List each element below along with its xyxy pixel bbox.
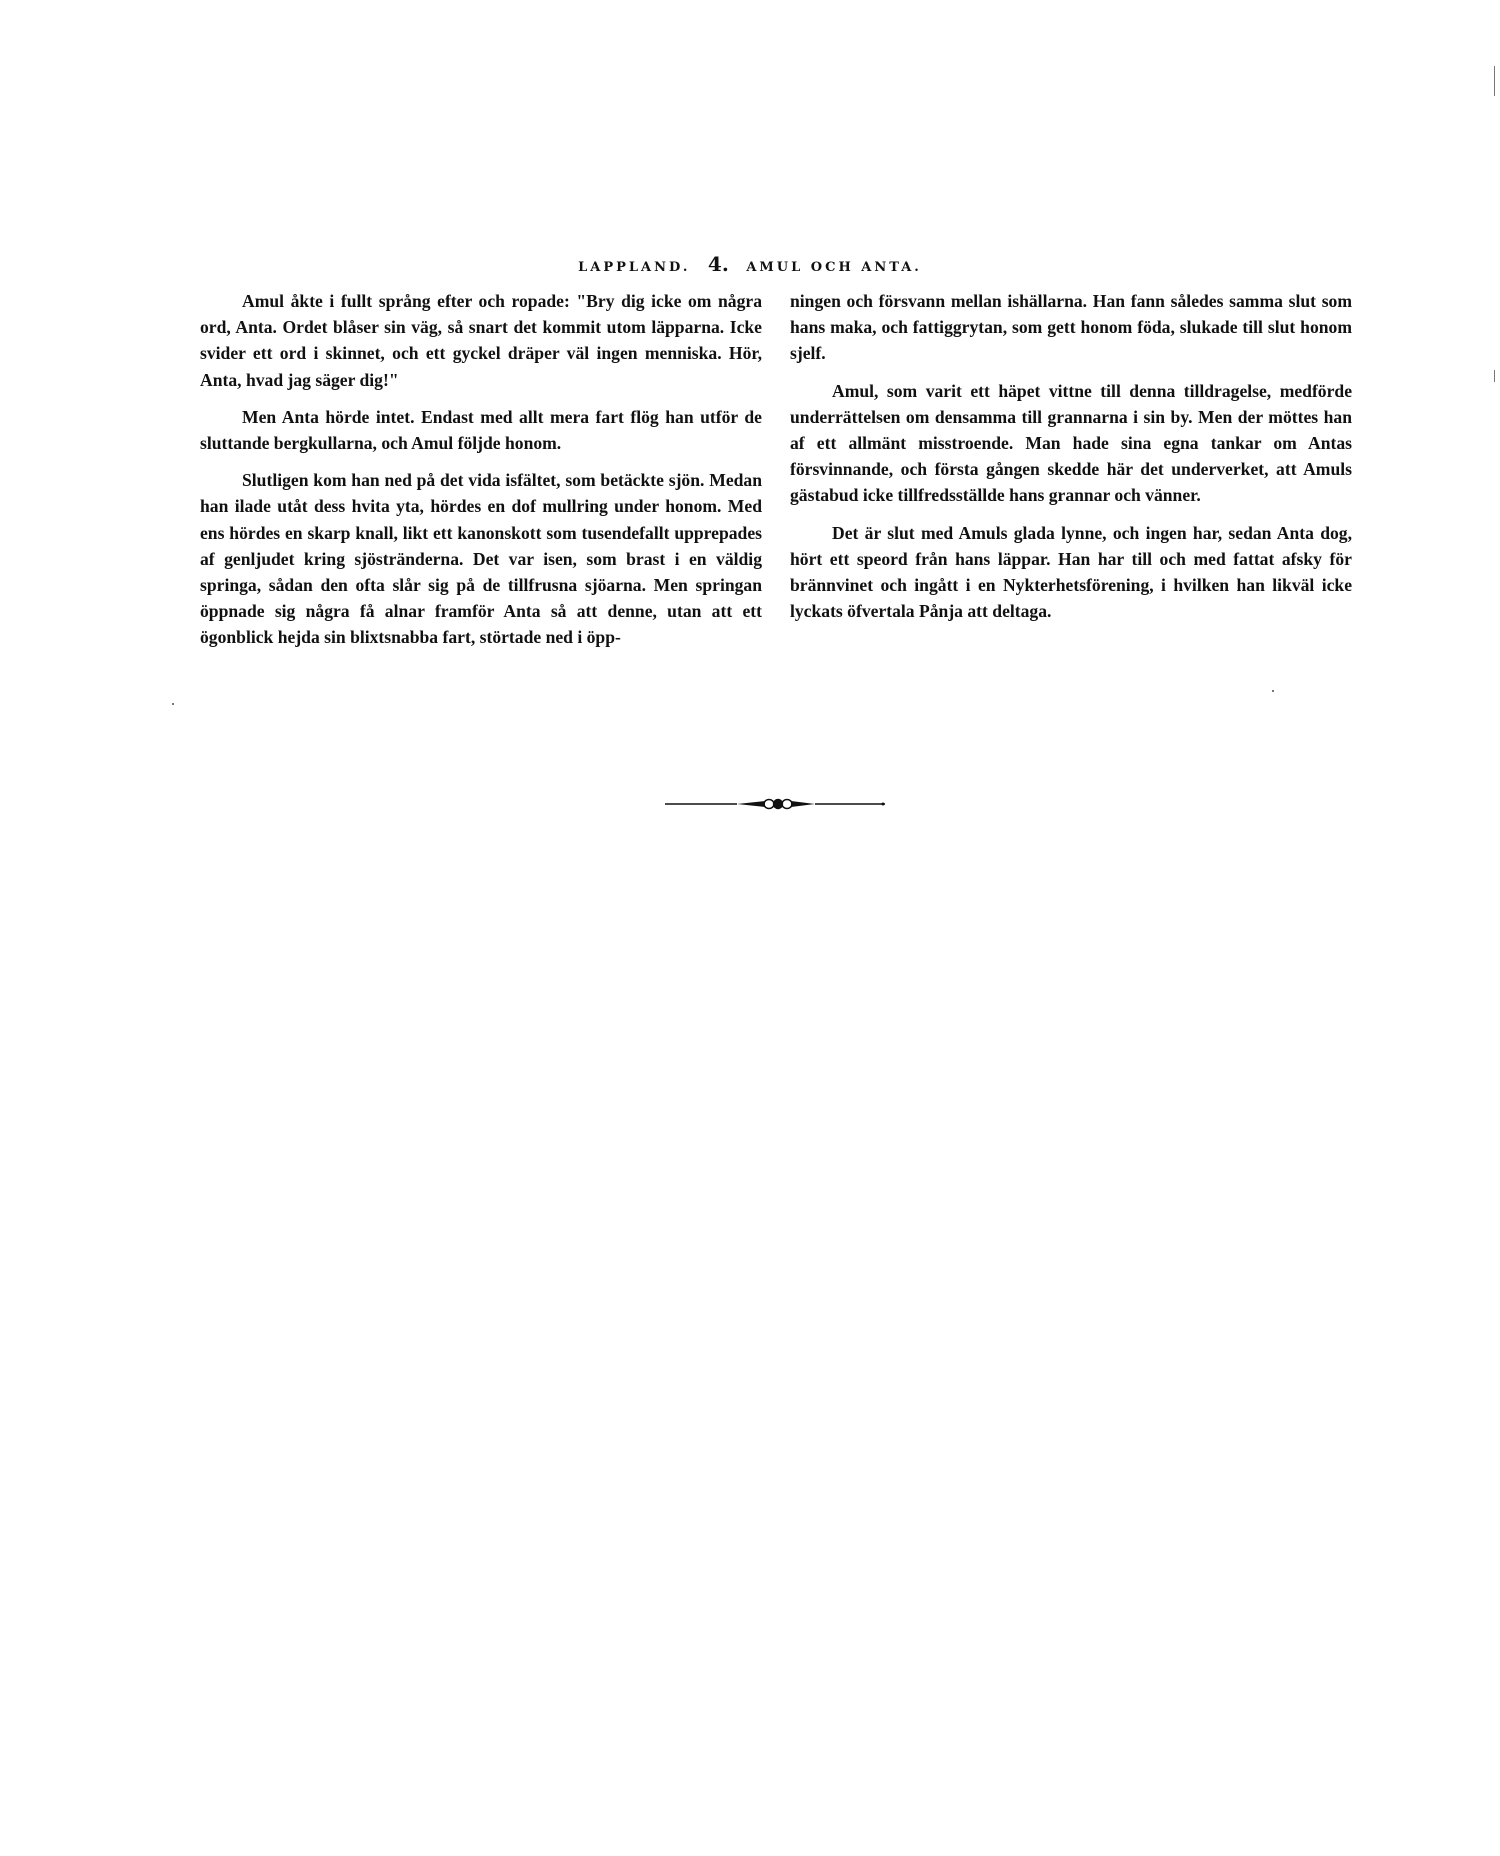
ornament-taper-left [737,801,765,807]
end-ornament [665,797,885,811]
running-head [0,252,1500,276]
scan-mark [1494,370,1495,382]
page-number: 4. [707,252,729,276]
right-column [790,288,1352,635]
running-head-right: AMUL OCH ANTA. [746,260,922,275]
paragraph: Slutligen kom han ned på det vida isfältet, som betäckte sjön. Medan han ilade utåt dess hvita yta, hördes en dof mullring under honom. Med ens hördes en skarp knall, likt ett kanonskott som tusendefallt upprepades af genljudet kring sjöstränderna. Det var isen, som brast i en väldig springa, sådan den ofta slår sig på de tillfrusna sjöarna. Men springan öppnade sig några få alnar framför Anta så att denne, utan att ett ögonblick hejda sin blixtsnabba fart, störtade ned i öpp- [200,470,762,648]
ornament-dot [882,803,885,806]
scan-mark [1494,66,1495,96]
ornament-loop-left [764,800,774,809]
scan-speck [1272,690,1274,692]
paragraph: Amul, som varit ett häpet vittne till denna tilldragelse, medförde underrättelsen om densamma till grannarna i sin by. Men der möttes han af ett allmänt misstroende. Man hade sina egna tankar om Antas försvinnande, och första gången skedde här det underverket, att Amuls gästabud icke tillfredsställde hans grannar och vänner. [790,380,1352,506]
scan-speck [172,703,174,705]
running-head-left: LAPPLAND. [578,260,691,275]
paragraph: Det är slut med Amuls glada lynne, och ingen har, sedan Anta dog, hört ett speord från hans läppar. Han har till och med fattat afsky för brännvinet och ingått i en Nykterhetsförening, i hvilken han likväl icke lyckats öfvertala Pånja att deltaga. [790,522,1352,622]
ornament-taper-right [791,801,815,807]
left-column [200,288,762,662]
ornament-loop-right [782,800,792,809]
paragraph: Amul åkte i fullt språng efter och ropade: "Bry dig icke om några ord, Anta. Ordet blåser sin väg, så snart det kommit utom läpparna. Icke svider ett ord i skinnet, och ett gyckel dräper väl ingen menniska. Hör, Anta, hvad jag säger dig!" [200,291,762,390]
paragraph: Men Anta hörde intet. Endast med allt mera fart flög han utför de sluttande bergkullarna, och Amul följde honom. [200,406,762,454]
paragraph-continued: ningen och försvann mellan ishällarna. Han fann således samma slut som hans maka, och fattiggrytan, som gett honom föda, slukade till slut honom sjelf. [790,291,1352,364]
